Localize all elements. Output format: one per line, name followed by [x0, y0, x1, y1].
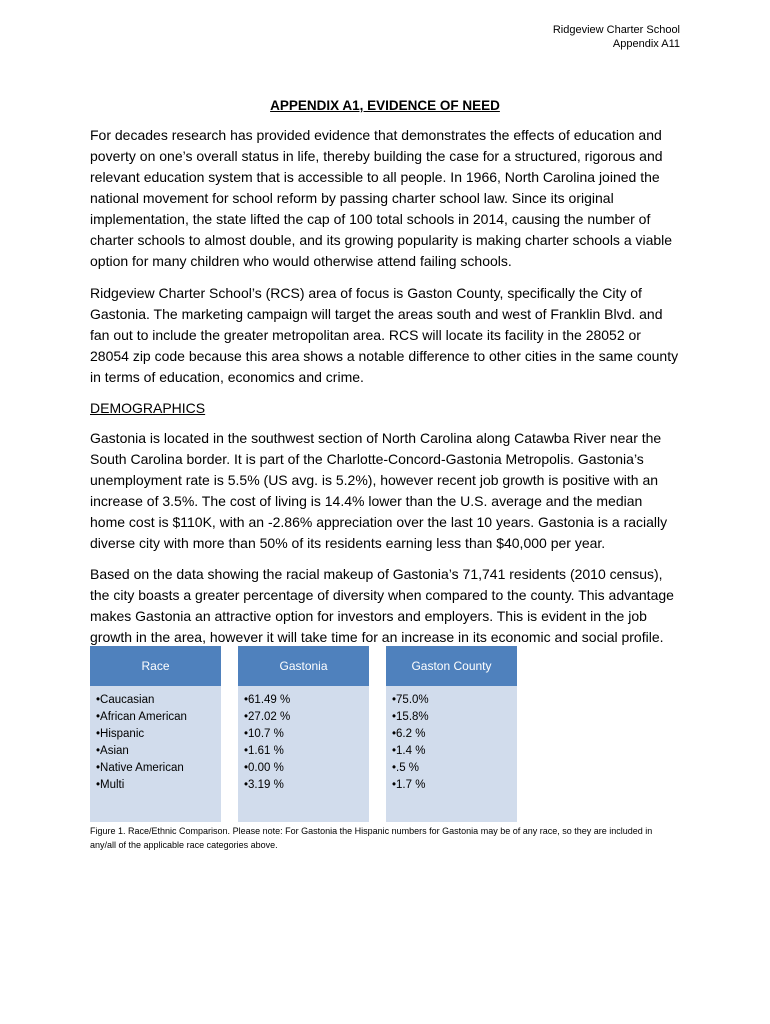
gastonia-value: •0.00 %: [244, 762, 284, 774]
appendix-label: Appendix A11: [612, 38, 680, 50]
paragraph-racial-makeup: Based on the data showing the racial makeup of Gastonia’s 71,741 residents (2010 census), the city boasts a greater percentage of diversity when compared to the county. This advantage makes Gastonia an attractive option for investors and employers. This is evident in the job growth in the area, however it will take time for an increase in its economic and social profile.: [90, 566, 674, 645]
race-item: •Caucasian: [96, 694, 155, 706]
gastonia-value: •10.7 %: [244, 728, 284, 740]
column-gaston-county: [386, 686, 517, 822]
column-header-race: Race: [90, 646, 221, 686]
race-item: •Multi: [96, 779, 125, 791]
column-header-gastonia: Gastonia: [238, 646, 369, 686]
gastonia-value: •61.49 %: [244, 694, 291, 706]
paragraph-focus-area: Ridgeview Charter School’s (RCS) area of focus is Gaston County, specifically the City of Gastonia. The marketing campaign will target the areas south and west of Franklin Blvd. and fan out to include the greater metropolitan area. RCS will locate its facility in the 28052 or 28054 zip code because this area shows a notable difference to other cities in the same county in terms of education, economics and crime.: [90, 285, 679, 385]
race-item: •Native American: [96, 762, 184, 774]
county-value: •6.2 %: [392, 728, 426, 740]
county-value: •1.4 %: [392, 745, 426, 757]
race-item: •African American: [96, 711, 187, 723]
race-item: •Hispanic: [96, 728, 145, 740]
paragraph-intro: For decades research has provided evidence that demonstrates the effects of education and poverty on one’s overall status in life, thereby building the case for a structured, rigorous and relevant education system that is accessible to all people. In 1966, North Carolina joined the national movement for school reform by passing charter school law. Since its original implementation, the state lifted the cap of 100 total schools in 2014, causing the number of charter schools to almost double, and its growing popularity is making charter schools a viable option for many children who would otherwise attend failing schools.: [90, 127, 673, 269]
school-name: Ridgeview Charter School: [552, 24, 680, 36]
paragraph-gastonia-location: Gastonia is located in the southwest section of North Carolina along Catawba River near the South Carolina border. It is part of the Charlotte-Concord-Gastonia Metropolis. Gastonia’s unemployment rate is 5.5% (US avg. is 5.2%), however recent job growth is positive with an increase of 3.5%. The cost of living is 14.4% lower than the U.S. average and the median home cost is $110K, with an -2.86% appreciation over the last 10 years. Gastonia is a racially diverse city with more than 50% of its residents earning less than $40,000 per year.: [90, 430, 668, 551]
section-heading-demographics: DEMOGRAPHICS: [90, 400, 206, 416]
gastonia-value: •27.02 %: [244, 711, 291, 723]
county-value: •1.7 %: [392, 779, 426, 791]
figure-caption: Figure 1. Race/Ethnic Comparison. Please note: For Gastonia the Hispanic numbers for Gastonia may be of any race, so they are included in any/all of the applicable race categories above.: [90, 826, 653, 850]
gastonia-value: •1.61 %: [244, 745, 284, 757]
county-value: •.5 %: [392, 762, 420, 774]
county-value: •15.8%: [392, 711, 429, 723]
county-value: •75.0%: [392, 694, 429, 706]
column-gastonia: [238, 686, 369, 822]
gastonia-value: •3.19 %: [244, 779, 284, 791]
page-header: [553, 23, 680, 51]
column-header-gaston-county: Gaston County: [386, 646, 517, 686]
race-item: •Asian: [96, 745, 129, 757]
column-race: [90, 686, 221, 822]
page-title: APPENDIX A1, EVIDENCE OF NEED: [270, 98, 500, 113]
